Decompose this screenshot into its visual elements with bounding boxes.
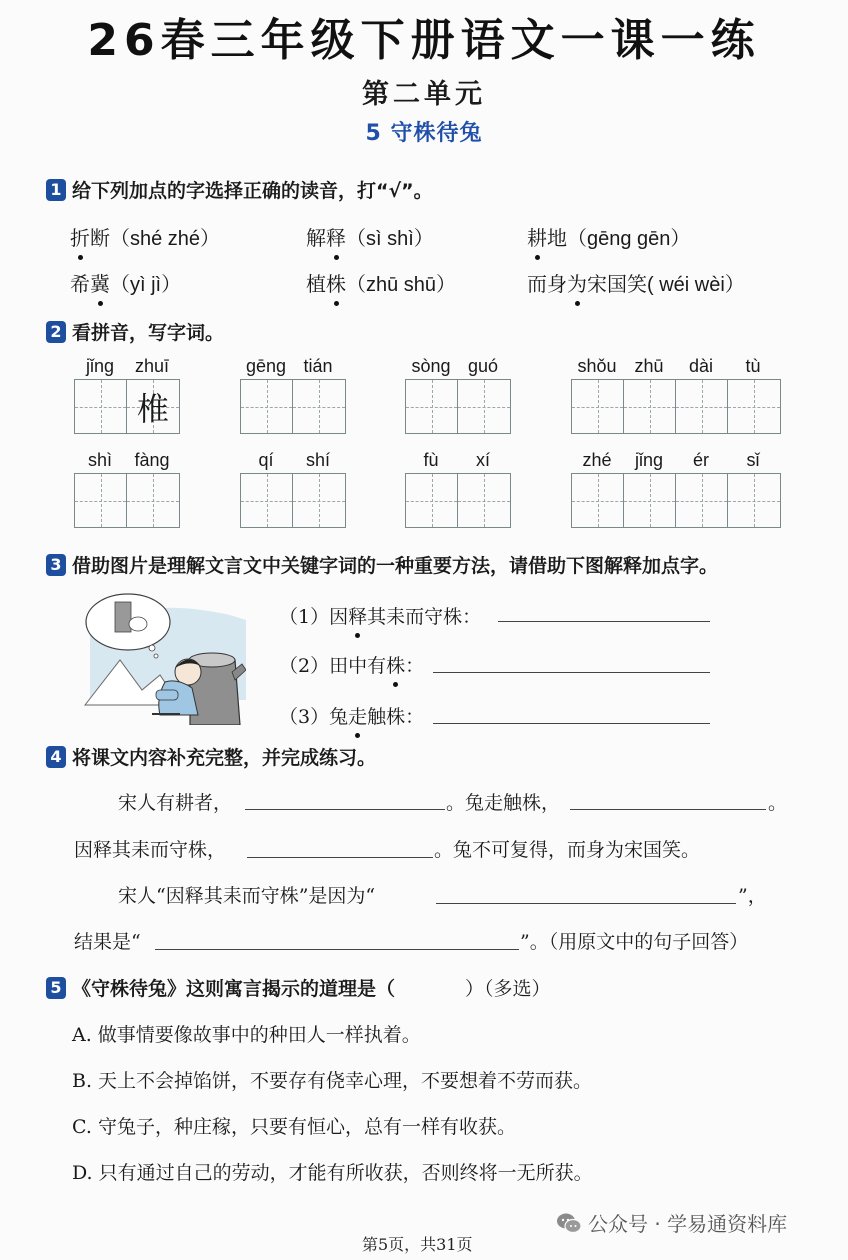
writing-cell[interactable] <box>241 380 293 433</box>
lesson-title: 5 守株待兔 <box>365 121 483 146</box>
writing-cell[interactable] <box>572 380 624 433</box>
question-2-heading <box>46 318 224 345</box>
writing-cell[interactable] <box>458 474 510 527</box>
writing-cell[interactable] <box>75 474 127 527</box>
q4-line-1-start: 宋人有耕者， <box>118 792 233 814</box>
main-title: 26春三年级下册语文一课一练 <box>87 15 761 66</box>
writing-grid-group: shǒu zhū dài tù <box>571 353 781 434</box>
writing-cell[interactable] <box>293 380 345 433</box>
writing-cell[interactable] <box>676 474 728 527</box>
q4-line-4-start: 结果是“ <box>74 931 141 953</box>
q3-answer-2-field[interactable] <box>433 655 710 673</box>
illustration-farmer-stump <box>80 590 246 725</box>
question-1-heading <box>46 176 433 203</box>
question-3-heading <box>46 551 718 578</box>
writing-cell[interactable] <box>406 380 458 433</box>
writing-cell[interactable] <box>624 380 676 433</box>
question-number-badge: 1 <box>46 179 66 201</box>
q1-item[interactable]: 植株（zhū shū） <box>306 268 456 297</box>
question-4-prompt: 将课文内容补充完整，并完成练习。 <box>72 747 377 769</box>
q5-multi-select-note: ）（多选） <box>465 978 551 1000</box>
q1-item[interactable]: 折断（shé zhé） <box>70 222 220 251</box>
q1-item[interactable]: 耕地（gēng gēn） <box>527 222 690 251</box>
q3-answer-3-field[interactable] <box>433 706 710 724</box>
question-3-prompt: 借助图片是理解文言文中关键字词的一种重要方法，请借助下图解释加点字。 <box>72 555 719 577</box>
q4-blank-reason[interactable] <box>436 886 736 904</box>
q5-option-b[interactable]: B. 天上不会掉馅饼，不要存有侥幸心理，不要想着不劳而获。 <box>72 1070 593 1092</box>
writing-grid-group: fù xí <box>405 447 511 528</box>
q1-item[interactable]: 解释（sì shì） <box>306 222 434 251</box>
writing-cell[interactable] <box>676 380 728 433</box>
writing-grid-group: shì fàng <box>74 447 180 528</box>
q1-item[interactable]: 希冀（yì jì） <box>70 268 181 297</box>
writing-cell[interactable] <box>458 380 510 433</box>
writing-cell[interactable] <box>127 474 179 527</box>
q4-line-4-end: ”。（用原文中的句子回答） <box>520 931 749 953</box>
q4-blank-3[interactable] <box>247 840 433 858</box>
q5-option-d[interactable]: D. 只有通过自己的劳动，才能有所收获，否则终将一无所获。 <box>72 1162 593 1184</box>
writing-cell[interactable]: 椎 <box>127 380 179 433</box>
unit-title: 第二单元 <box>362 79 486 110</box>
writing-grid-group: sòng guó <box>405 353 511 434</box>
q4-line-3-start: 宋人“因释其耒而守株”是因为“ <box>118 885 376 907</box>
question-number-badge: 2 <box>46 321 66 343</box>
question-2-prompt: 看拼音，写字词。 <box>72 322 225 344</box>
q4-line-2-start: 因释其耒而守株， <box>74 839 227 861</box>
question-1-prompt: 给下列加点的字选择正确的读音，打“√”。 <box>72 180 433 202</box>
q3-answer-1-field[interactable] <box>498 604 710 622</box>
watermark <box>556 1208 787 1237</box>
question-number-badge: 3 <box>46 554 66 576</box>
q4-line-1-end: 。 <box>768 792 788 814</box>
q3-item-1: （1）因释其耒而守株： <box>279 602 481 629</box>
question-number-badge: 5 <box>46 977 66 999</box>
page-number: 第5页，共31页 <box>362 1235 473 1254</box>
q3-item-2: （2）田中有株： <box>279 651 424 678</box>
q4-blank-result[interactable] <box>155 932 519 950</box>
writing-cell[interactable] <box>624 474 676 527</box>
writing-grid-group: zhé jǐng ér sǐ <box>571 447 781 528</box>
q5-option-a[interactable]: A. 做事情要像故事中的种田人一样执着。 <box>72 1024 421 1046</box>
question-4-heading <box>46 743 376 770</box>
q4-blank-1[interactable] <box>245 792 445 810</box>
q5-option-c[interactable]: C. 守兔子，种庄稼，只要有恒心，总有一样有收获。 <box>72 1116 516 1138</box>
q4-blank-2[interactable] <box>570 792 766 810</box>
writing-cell[interactable] <box>406 474 458 527</box>
writing-grid-group: jǐng zhuī 椎 <box>74 353 180 434</box>
writing-cell[interactable] <box>75 380 127 433</box>
watermark-text: 公众号 · 学易通资料库 <box>588 1212 788 1236</box>
question-5-prompt: 《守株待兔》这则寓言揭示的道理是（ <box>72 978 396 1000</box>
wechat-icon <box>556 1212 582 1234</box>
q1-item[interactable]: 而身为宋国笑( wéi wèi） <box>527 268 745 297</box>
q3-item-3: （3）兔走触株： <box>279 702 424 729</box>
writing-grid-group: qí shí <box>240 447 346 528</box>
writing-cell[interactable] <box>728 380 780 433</box>
writing-cell[interactable] <box>728 474 780 527</box>
q4-line-3-end: ”， <box>738 885 767 907</box>
writing-cell[interactable] <box>572 474 624 527</box>
q4-line-1-mid: 。兔走触株， <box>446 792 561 814</box>
question-number-badge: 4 <box>46 746 66 768</box>
q4-line-2-end: 。兔不可复得，而身为宋国笑。 <box>434 839 701 861</box>
writing-cell[interactable] <box>241 474 293 527</box>
writing-grid-group: gēng tián <box>240 353 346 434</box>
writing-cell[interactable] <box>293 474 345 527</box>
question-5-heading <box>46 974 551 1001</box>
